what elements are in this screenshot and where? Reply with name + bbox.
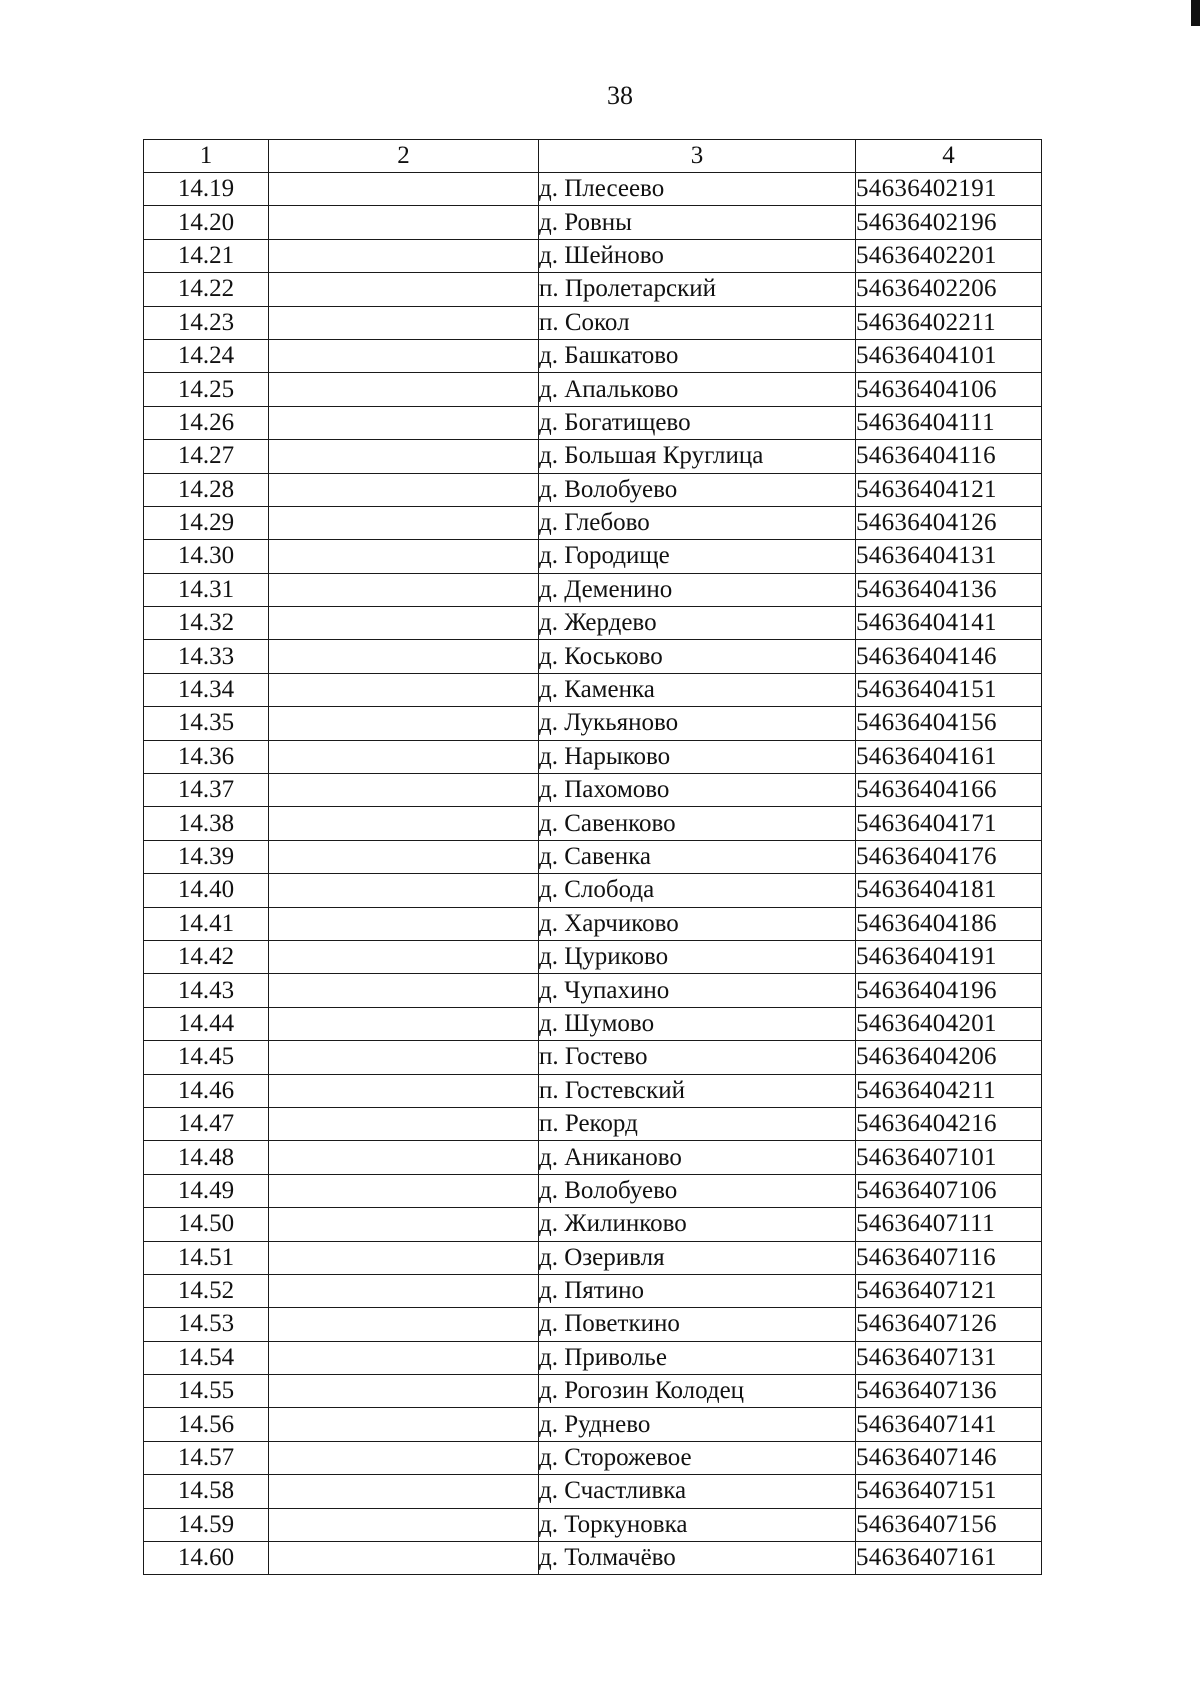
table-row	[144, 540, 1042, 573]
table-row	[144, 440, 1042, 473]
column-2-cell	[269, 1241, 539, 1274]
settlement-name-cell: д. Богатищево	[539, 406, 856, 439]
table-row	[144, 1308, 1042, 1341]
oktmo-code-cell: 54636404176	[856, 840, 1042, 873]
column-2-cell	[269, 1041, 539, 1074]
oktmo-code-cell: 54636404101	[856, 339, 1042, 372]
settlement-name-cell: д. Торкуновка	[539, 1508, 856, 1541]
column-2-cell	[269, 607, 539, 640]
row-number-cell: 14.21	[144, 239, 269, 272]
oktmo-code-cell: 54636407161	[856, 1542, 1042, 1575]
row-number-cell: 14.27	[144, 440, 269, 473]
column-2-cell	[269, 473, 539, 506]
settlement-name-cell: д. Счастливка	[539, 1475, 856, 1508]
column-2-cell	[269, 1208, 539, 1241]
settlement-name-cell: д. Глебово	[539, 506, 856, 539]
column-2-cell	[269, 1475, 539, 1508]
row-number-cell: 14.33	[144, 640, 269, 673]
settlement-name-cell: д. Слобода	[539, 874, 856, 907]
oktmo-code-cell: 54636404141	[856, 607, 1042, 640]
column-2-cell	[269, 1074, 539, 1107]
settlement-name-cell: д. Лукьяново	[539, 707, 856, 740]
table-row	[144, 1441, 1042, 1474]
oktmo-code-cell: 54636404111	[856, 406, 1042, 439]
column-2-cell	[269, 339, 539, 372]
table-row	[144, 740, 1042, 773]
oktmo-code-cell: 54636407151	[856, 1475, 1042, 1508]
row-number-cell: 14.50	[144, 1208, 269, 1241]
table-row	[144, 1475, 1042, 1508]
settlement-name-cell: д. Савенково	[539, 807, 856, 840]
column-2-cell	[269, 1408, 539, 1441]
oktmo-code-cell: 54636407126	[856, 1308, 1042, 1341]
row-number-cell: 14.38	[144, 807, 269, 840]
row-number-cell: 14.40	[144, 874, 269, 907]
column-2-cell	[269, 807, 539, 840]
table-row	[144, 573, 1042, 606]
row-number-cell: 14.29	[144, 506, 269, 539]
table-row	[144, 840, 1042, 873]
row-number-cell: 14.60	[144, 1542, 269, 1575]
oktmo-code-cell: 54636404121	[856, 473, 1042, 506]
oktmo-code-cell: 54636404151	[856, 673, 1042, 706]
oktmo-code-cell: 54636404206	[856, 1041, 1042, 1074]
settlement-name-cell: д. Шейново	[539, 239, 856, 272]
column-2-cell	[269, 440, 539, 473]
oktmo-code-cell: 54636402191	[856, 173, 1042, 206]
oktmo-code-cell: 54636407141	[856, 1408, 1042, 1441]
settlement-name-cell: д. Каменка	[539, 673, 856, 706]
oktmo-code-cell: 54636407111	[856, 1208, 1042, 1241]
row-number-cell: 14.53	[144, 1308, 269, 1341]
row-number-cell: 14.48	[144, 1141, 269, 1174]
column-header-3: 3	[539, 140, 856, 173]
oktmo-code-cell: 54636404161	[856, 740, 1042, 773]
table-row	[144, 239, 1042, 272]
row-number-cell: 14.39	[144, 840, 269, 873]
settlement-name-cell: д. Коськово	[539, 640, 856, 673]
settlement-name-cell: д. Пятино	[539, 1274, 856, 1307]
settlement-name-cell: д. Шумово	[539, 1007, 856, 1040]
row-number-cell: 14.34	[144, 673, 269, 706]
settlement-name-cell: д. Харчиково	[539, 907, 856, 940]
row-number-cell: 14.36	[144, 740, 269, 773]
table-row	[144, 807, 1042, 840]
oktmo-code-cell: 54636407106	[856, 1174, 1042, 1207]
settlement-name-cell: д. Аниканово	[539, 1141, 856, 1174]
settlement-name-cell: д. Апальково	[539, 373, 856, 406]
table-row	[144, 1542, 1042, 1575]
row-number-cell: 14.59	[144, 1508, 269, 1541]
row-number-cell: 14.46	[144, 1074, 269, 1107]
row-number-cell: 14.20	[144, 206, 269, 239]
column-2-cell	[269, 940, 539, 973]
settlement-name-cell: д. Чупахино	[539, 974, 856, 1007]
oktmo-code-cell: 54636407121	[856, 1274, 1042, 1307]
oktmo-code-cell: 54636404201	[856, 1007, 1042, 1040]
column-2-cell	[269, 707, 539, 740]
settlement-name-cell: д. Озеривля	[539, 1241, 856, 1274]
settlement-name-cell: д. Волобуево	[539, 473, 856, 506]
table-row	[144, 1174, 1042, 1207]
settlement-name-cell: д. Башкатово	[539, 339, 856, 372]
column-2-cell	[269, 907, 539, 940]
table-row	[144, 907, 1042, 940]
row-number-cell: 14.37	[144, 774, 269, 807]
settlement-name-cell: д. Жилинково	[539, 1208, 856, 1241]
column-2-cell	[269, 1174, 539, 1207]
table-row	[144, 673, 1042, 706]
table-row	[144, 974, 1042, 1007]
settlement-name-cell: д. Рогозин Колодец	[539, 1375, 856, 1408]
column-2-cell	[269, 1508, 539, 1541]
oktmo-code-cell: 54636407116	[856, 1241, 1042, 1274]
oktmo-code-cell: 54636404166	[856, 774, 1042, 807]
column-2-cell	[269, 1341, 539, 1374]
oktmo-code-cell: 54636407156	[856, 1508, 1042, 1541]
column-header-4: 4	[856, 140, 1042, 173]
settlement-name-cell: д. Жердево	[539, 607, 856, 640]
table-row	[144, 273, 1042, 306]
table-row	[144, 640, 1042, 673]
table-row	[144, 874, 1042, 907]
settlement-name-cell: д. Толмачёво	[539, 1542, 856, 1575]
table-row	[144, 940, 1042, 973]
settlement-name-cell: п. Гостево	[539, 1041, 856, 1074]
column-2-cell	[269, 874, 539, 907]
table-row	[144, 206, 1042, 239]
settlement-name-cell: п. Пролетарский	[539, 273, 856, 306]
row-number-cell: 14.42	[144, 940, 269, 973]
settlement-name-cell: д. Ровны	[539, 206, 856, 239]
row-number-cell: 14.54	[144, 1341, 269, 1374]
row-number-cell: 14.41	[144, 907, 269, 940]
row-number-cell: 14.23	[144, 306, 269, 339]
row-number-cell: 14.57	[144, 1441, 269, 1474]
oktmo-code-cell: 54636402206	[856, 273, 1042, 306]
row-number-cell: 14.30	[144, 540, 269, 573]
table-row	[144, 373, 1042, 406]
page-number: 38	[607, 81, 633, 110]
column-2-cell	[269, 640, 539, 673]
row-number-cell: 14.51	[144, 1241, 269, 1274]
table-row	[144, 1375, 1042, 1408]
table-row	[144, 1241, 1042, 1274]
oktmo-code-cell: 54636404171	[856, 807, 1042, 840]
row-number-cell: 14.22	[144, 273, 269, 306]
column-2-cell	[269, 1141, 539, 1174]
row-number-cell: 14.52	[144, 1274, 269, 1307]
settlement-name-cell: д. Деменино	[539, 573, 856, 606]
table-row	[144, 1274, 1042, 1307]
row-number-cell: 14.26	[144, 406, 269, 439]
settlement-name-cell: д. Цуриково	[539, 940, 856, 973]
column-2-cell	[269, 573, 539, 606]
row-number-cell: 14.32	[144, 607, 269, 640]
oktmo-code-cell: 54636404106	[856, 373, 1042, 406]
row-number-cell: 14.19	[144, 173, 269, 206]
table-row	[144, 707, 1042, 740]
column-2-cell	[269, 1308, 539, 1341]
oktmo-code-cell: 54636404136	[856, 573, 1042, 606]
oktmo-code-cell: 54636402196	[856, 206, 1042, 239]
table-row	[144, 1408, 1042, 1441]
row-number-cell: 14.47	[144, 1107, 269, 1140]
settlement-name-cell: д. Сторожевое	[539, 1441, 856, 1474]
column-2-cell	[269, 1441, 539, 1474]
oktmo-code-cell: 54636402211	[856, 306, 1042, 339]
column-2-cell	[269, 1007, 539, 1040]
column-header-2: 2	[269, 140, 539, 173]
oktmo-code-cell: 54636407136	[856, 1375, 1042, 1408]
row-number-cell: 14.35	[144, 707, 269, 740]
row-number-cell: 14.44	[144, 1007, 269, 1040]
table-row	[144, 607, 1042, 640]
column-2-cell	[269, 173, 539, 206]
table-row	[144, 1074, 1042, 1107]
table-row	[144, 339, 1042, 372]
row-number-cell: 14.43	[144, 974, 269, 1007]
scan-edge-mark	[1191, 0, 1200, 26]
oktmo-code-cell: 54636407131	[856, 1341, 1042, 1374]
row-number-cell: 14.58	[144, 1475, 269, 1508]
column-2-cell	[269, 406, 539, 439]
table-row	[144, 173, 1042, 206]
oktmo-code-cell: 54636404126	[856, 506, 1042, 539]
settlement-name-cell: д. Приволье	[539, 1341, 856, 1374]
settlement-name-cell: д. Большая Круглица	[539, 440, 856, 473]
table-row	[144, 1041, 1042, 1074]
table-row	[144, 406, 1042, 439]
settlement-name-cell: д. Савенка	[539, 840, 856, 873]
oktmo-code-cell: 54636404116	[856, 440, 1042, 473]
column-2-cell	[269, 273, 539, 306]
header-row	[144, 140, 1042, 173]
column-2-cell	[269, 974, 539, 1007]
column-2-cell	[269, 673, 539, 706]
oktmo-code-cell: 54636404156	[856, 707, 1042, 740]
oktmo-code-cell: 54636402201	[856, 239, 1042, 272]
settlement-name-cell: д. Руднево	[539, 1408, 856, 1441]
oktmo-code-cell: 54636404216	[856, 1107, 1042, 1140]
table-row	[144, 774, 1042, 807]
row-number-cell: 14.55	[144, 1375, 269, 1408]
settlement-name-cell: д. Поветкино	[539, 1308, 856, 1341]
settlement-name-cell: п. Сокол	[539, 306, 856, 339]
settlements-table	[143, 139, 1042, 1575]
table-row	[144, 1208, 1042, 1241]
table-row	[144, 1508, 1042, 1541]
column-2-cell	[269, 540, 539, 573]
column-2-cell	[269, 206, 539, 239]
table-body	[144, 173, 1042, 1575]
oktmo-code-cell: 54636404186	[856, 907, 1042, 940]
oktmo-code-cell: 54636404196	[856, 974, 1042, 1007]
column-2-cell	[269, 740, 539, 773]
column-header-1: 1	[144, 140, 269, 173]
table-row	[144, 1341, 1042, 1374]
settlement-name-cell: д. Пахомово	[539, 774, 856, 807]
settlement-name-cell: д. Плесеево	[539, 173, 856, 206]
table-row	[144, 473, 1042, 506]
column-2-cell	[269, 373, 539, 406]
column-2-cell	[269, 239, 539, 272]
row-number-cell: 14.56	[144, 1408, 269, 1441]
column-2-cell	[269, 774, 539, 807]
row-number-cell: 14.28	[144, 473, 269, 506]
settlement-name-cell: д. Волобуево	[539, 1174, 856, 1207]
table-row	[144, 1141, 1042, 1174]
table-row	[144, 1007, 1042, 1040]
table-row	[144, 306, 1042, 339]
settlement-name-cell: п. Рекорд	[539, 1107, 856, 1140]
oktmo-code-cell: 54636407146	[856, 1441, 1042, 1474]
row-number-cell: 14.45	[144, 1041, 269, 1074]
row-number-cell: 14.49	[144, 1174, 269, 1207]
oktmo-code-cell: 54636404131	[856, 540, 1042, 573]
column-2-cell	[269, 1107, 539, 1140]
settlement-name-cell: д. Городище	[539, 540, 856, 573]
oktmo-code-cell: 54636407101	[856, 1141, 1042, 1174]
oktmo-code-cell: 54636404211	[856, 1074, 1042, 1107]
settlement-name-cell: п. Гостевский	[539, 1074, 856, 1107]
table-row	[144, 506, 1042, 539]
oktmo-code-cell: 54636404191	[856, 940, 1042, 973]
row-number-cell: 14.25	[144, 373, 269, 406]
table-row	[144, 1107, 1042, 1140]
oktmo-code-cell: 54636404181	[856, 874, 1042, 907]
column-2-cell	[269, 1542, 539, 1575]
settlement-name-cell: д. Нарыково	[539, 740, 856, 773]
column-2-cell	[269, 306, 539, 339]
column-2-cell	[269, 506, 539, 539]
row-number-cell: 14.31	[144, 573, 269, 606]
oktmo-code-cell: 54636404146	[856, 640, 1042, 673]
column-2-cell	[269, 1375, 539, 1408]
row-number-cell: 14.24	[144, 339, 269, 372]
column-2-cell	[269, 1274, 539, 1307]
column-2-cell	[269, 840, 539, 873]
